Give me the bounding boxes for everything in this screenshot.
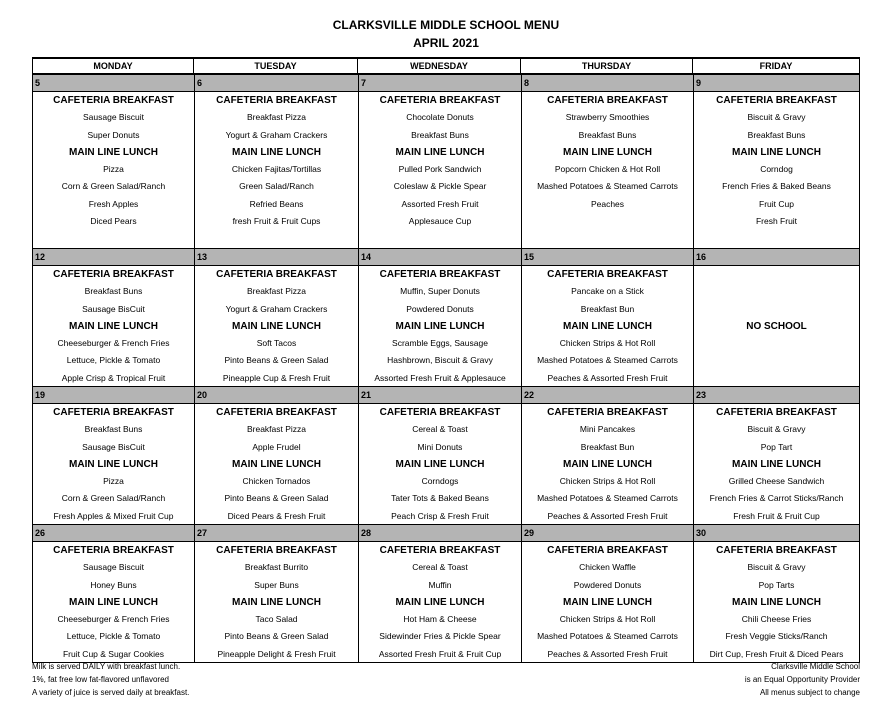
meal-heading: CAFETERIA BREAKFAST — [547, 95, 668, 106]
date-number: 22 — [522, 386, 693, 404]
menu-item: Mashed Potatoes & Steamed Carrots — [537, 493, 678, 504]
menu-item: Breakfast Pizza — [246, 424, 307, 435]
date-number: 23 — [694, 386, 859, 404]
week-row — [32, 74, 860, 248]
menu-items — [522, 542, 693, 663]
day-header-row — [32, 57, 860, 74]
date-number: 27 — [195, 524, 358, 542]
menu-item: Fresh Fruit — [755, 216, 798, 227]
menu-item: Apple Frudel — [252, 441, 301, 452]
meal-heading: CAFETERIA BREAKFAST — [53, 545, 174, 556]
menu-item: Chicken Waffle — [579, 562, 636, 573]
day-cell — [358, 386, 521, 524]
menu-item — [522, 213, 693, 230]
meal-heading: MAIN LINE LUNCH — [563, 596, 652, 608]
menu-item: Cheeseburger & French Fries — [57, 614, 170, 625]
menu-item: Muffin — [428, 579, 452, 590]
menu-item: Sausage BisCuit — [82, 441, 145, 452]
menu-item: Fruit Cup & Sugar Cookies — [62, 648, 165, 659]
menu-item: Pop Tarts — [758, 579, 795, 590]
menu-items — [33, 266, 194, 387]
menu-item: Chicken Strips & Hot Roll — [559, 476, 656, 487]
menu-item: Pizza — [103, 476, 124, 487]
menu-item: Sausage Biscuit — [83, 562, 144, 573]
meal-heading: MAIN LINE LUNCH — [69, 146, 158, 158]
menu-items — [33, 542, 194, 663]
menu-item: Lettuce, Pickle & Tomato — [66, 355, 161, 366]
day-cell — [194, 74, 358, 248]
meal-heading: MAIN LINE LUNCH — [732, 596, 821, 608]
meal-heading: CAFETERIA BREAKFAST — [716, 407, 837, 418]
day-cell — [194, 386, 358, 524]
date-number: 19 — [33, 386, 194, 404]
menu-item: Peaches — [590, 198, 625, 209]
menu-item: Pancake on a Stick — [571, 286, 644, 297]
menu-item: Fruit Cup — [759, 198, 794, 209]
menu-items — [195, 266, 358, 387]
menu-item: Refried Beans — [249, 198, 304, 209]
menu-item: Corndog — [760, 164, 793, 175]
menu-item: Biscuit & Gravy — [747, 424, 806, 435]
menu-item: Chicken Strips & Hot Roll — [559, 338, 656, 349]
menu-items — [522, 266, 693, 387]
menu-item: Powdered Donuts — [573, 579, 642, 590]
footer-note: Milk is served DAILY with breakfast lunch. — [32, 662, 181, 671]
menu-item: Assorted Fresh Fruit — [401, 198, 479, 209]
menu-item: Mashed Potatoes & Steamed Carrots — [537, 631, 678, 642]
menu-item: Breakfast Buns — [411, 129, 469, 140]
day-header: TUESDAY — [194, 57, 358, 74]
menu-items — [694, 404, 859, 525]
menu-item: Pulled Pork Sandwich — [398, 164, 482, 175]
menu-item: Mashed Potatoes & Steamed Carrots — [537, 355, 678, 366]
meal-heading: CAFETERIA BREAKFAST — [379, 407, 501, 418]
meal-heading: CAFETERIA BREAKFAST — [716, 545, 837, 556]
menu-item: Assorted Fresh Fruit & Fruit Cup — [378, 648, 502, 659]
menu-item: Chili Cheese Fries — [741, 614, 812, 625]
week-row — [32, 248, 860, 386]
menu-item: Super Buns — [254, 579, 299, 590]
menu-item: Cereal & Toast — [412, 562, 468, 573]
menu-items — [359, 92, 521, 230]
menu-item: French Fries & Carrot Sticks/Ranch — [709, 493, 844, 504]
meal-heading: CAFETERIA BREAKFAST — [216, 95, 337, 106]
menu-item: French Fries & Baked Beans — [722, 181, 831, 192]
menu-item: Pineapple Cup & Fresh Fruit — [222, 372, 331, 383]
menu-item: Mashed Potatoes & Steamed Carrots — [537, 181, 678, 192]
menu-items — [522, 92, 693, 230]
menu-item: Breakfast Bun — [580, 303, 635, 314]
date-number: 15 — [522, 248, 693, 266]
day-cell — [32, 386, 194, 524]
weeks-container — [32, 74, 860, 662]
menu-items — [33, 92, 194, 230]
menu-item: Mini Donuts — [417, 441, 463, 452]
meal-heading: CAFETERIA BREAKFAST — [379, 95, 501, 106]
footer-disclaimer — [745, 660, 860, 699]
meal-heading: MAIN LINE LUNCH — [563, 458, 652, 470]
menu-item: Pinto Beans & Green Salad — [224, 493, 329, 504]
menu-item: Corndogs — [421, 476, 459, 487]
menu-item: Muffin, Super Donuts — [400, 286, 480, 297]
day-cell — [521, 524, 693, 662]
footer-note: Clarksville Middle School — [771, 662, 860, 671]
menu-items — [195, 404, 358, 525]
menu-item: Grilled Cheese Sandwich — [728, 476, 825, 487]
day-cell — [358, 248, 521, 386]
menu-item: Chicken Strips & Hot Roll — [559, 614, 656, 625]
menu-item: Pineapple Delight & Fresh Fruit — [217, 648, 336, 659]
day-cell — [32, 74, 194, 248]
meal-heading: CAFETERIA BREAKFAST — [547, 269, 668, 280]
menu-item: Breakfast Burrito — [244, 562, 309, 573]
date-number: 13 — [195, 248, 358, 266]
menu-item: Chicken Fajitas/Tortillas — [231, 164, 322, 175]
meal-heading: CAFETERIA BREAKFAST — [216, 545, 337, 556]
menu-item: Biscuit & Gravy — [747, 112, 806, 123]
meal-heading: MAIN LINE LUNCH — [563, 320, 652, 332]
menu-items — [359, 266, 521, 387]
meal-heading: MAIN LINE LUNCH — [395, 596, 485, 608]
day-cell — [693, 524, 860, 662]
menu-item: Soft Tacos — [256, 338, 297, 349]
menu-item: Corn & Green Salad/Ranch — [61, 181, 166, 192]
meal-heading: MAIN LINE LUNCH — [732, 146, 821, 158]
meal-heading: CAFETERIA BREAKFAST — [547, 545, 668, 556]
menu-item: Breakfast Buns — [84, 286, 143, 297]
menu-item: Tater Tots & Baked Beans — [391, 493, 489, 504]
page-subtitle: APRIL 2021 — [413, 36, 479, 50]
menu-item: Dirt Cup, Fresh Fruit & Diced Pears — [709, 648, 844, 659]
date-number: 5 — [33, 74, 194, 92]
menu-item: Peach Crisp & Fresh Fruit — [391, 510, 489, 521]
menu-item: fresh Fruit & Fruit Cups — [232, 216, 321, 227]
footer-note: 1%, fat free low fat-flavored unflavored — [32, 675, 169, 684]
meal-heading: CAFETERIA BREAKFAST — [53, 95, 174, 106]
menu-items — [195, 92, 358, 230]
footer-note: is an Equal Opportunity Provider — [744, 675, 860, 684]
date-number: 29 — [522, 524, 693, 542]
menu-item: Apple Crisp & Tropical Fruit — [61, 372, 166, 383]
menu-items — [522, 404, 693, 525]
meal-heading: CAFETERIA BREAKFAST — [53, 407, 174, 418]
meal-heading: CAFETERIA BREAKFAST — [547, 407, 668, 418]
menu-item: Pinto Beans & Green Salad — [224, 355, 329, 366]
meal-heading: MAIN LINE LUNCH — [232, 596, 321, 608]
date-number: 7 — [359, 74, 521, 92]
day-cell — [693, 248, 860, 386]
menu-item: Chocolate Donuts — [406, 112, 474, 123]
menu-items — [359, 542, 521, 663]
menu-item: Corn & Green Salad/Ranch — [61, 493, 166, 504]
menu-item: Fresh Apples — [88, 198, 139, 209]
meal-heading: MAIN LINE LUNCH — [69, 458, 158, 470]
menu-item: Sausage Biscuit — [83, 112, 144, 123]
menu-item: Green Salad/Ranch — [239, 181, 314, 192]
menu-item: Cereal & Toast — [412, 424, 468, 435]
day-cell — [693, 74, 860, 248]
meal-heading: CAFETERIA BREAKFAST — [216, 407, 337, 418]
menu-item: Taco Salad — [255, 614, 298, 625]
menu-item: Sidewinder Fries & Pickle Spear — [379, 631, 501, 642]
menu-item: Sausage BisCuit — [82, 303, 145, 314]
menu-item: Breakfast Bun — [580, 441, 635, 452]
meal-heading: CAFETERIA BREAKFAST — [379, 269, 501, 280]
date-number: 30 — [694, 524, 859, 542]
day-cell — [194, 524, 358, 662]
meal-heading: MAIN LINE LUNCH — [69, 320, 158, 332]
date-number: 20 — [195, 386, 358, 404]
menu-item: Powdered Donuts — [406, 303, 474, 314]
menu-item: Lettuce, Pickle & Tomato — [66, 631, 161, 642]
menu-item: Peaches & Assorted Fresh Fruit — [547, 510, 668, 521]
menu-item: Biscuit & Gravy — [747, 562, 806, 573]
meal-heading: CAFETERIA BREAKFAST — [216, 269, 337, 280]
meal-heading: MAIN LINE LUNCH — [232, 458, 321, 470]
menu-item: Mini Pancakes — [579, 424, 636, 435]
menu-item: Honey Buns — [90, 579, 137, 590]
meal-heading: MAIN LINE LUNCH — [732, 458, 821, 470]
menu-item: Yogurt & Graham Crackers — [225, 303, 328, 314]
menu-items — [694, 542, 859, 663]
day-header: MONDAY — [32, 57, 194, 74]
meal-heading: MAIN LINE LUNCH — [563, 146, 652, 158]
footer-note: A variety of juice is served daily at breakfast. — [32, 688, 190, 697]
day-header: WEDNESDAY — [358, 57, 521, 74]
meal-heading: CAFETERIA BREAKFAST — [53, 269, 174, 280]
day-cell — [32, 524, 194, 662]
menu-item: Hashbrown, Biscuit & Gravy — [387, 355, 493, 366]
menu-item: Strawberry Smoothies — [565, 112, 650, 123]
menu-item: Peaches & Assorted Fresh Fruit — [547, 648, 668, 659]
menu-item: Pop Tart — [760, 441, 793, 452]
footer-note: All menus subject to change — [759, 688, 860, 697]
menu-items — [195, 542, 358, 663]
day-cell — [194, 248, 358, 386]
day-cell — [693, 386, 860, 524]
menu-item: Fresh Apples & Mixed Fruit Cup — [53, 510, 174, 521]
menu-item: Breakfast Pizza — [246, 112, 307, 123]
menu-items — [694, 92, 859, 230]
day-header: THURSDAY — [521, 57, 693, 74]
menu-item: Applesauce Cup — [408, 216, 472, 227]
menu-item: Breakfast Pizza — [246, 286, 307, 297]
menu-item: Diced Pears & Fresh Fruit — [227, 510, 326, 521]
page-title: CLARKSVILLE MIDDLE SCHOOL MENU — [332, 18, 560, 32]
menu-item: Fresh Fruit & Fruit Cup — [733, 510, 820, 521]
menu-item: Scramble Eggs, Sausage — [392, 338, 488, 349]
menu-item: Assorted Fresh Fruit & Applesauce — [374, 372, 506, 383]
day-header: FRIDAY — [693, 57, 860, 74]
week-row — [32, 386, 860, 524]
menu-item: Breakfast Buns — [578, 129, 637, 140]
menu-items — [33, 404, 194, 525]
meal-heading: MAIN LINE LUNCH — [232, 146, 321, 158]
menu-item: Yogurt & Graham Crackers — [225, 129, 328, 140]
date-number: 8 — [522, 74, 693, 92]
meal-heading: MAIN LINE LUNCH — [232, 320, 321, 332]
menu-item: Popcorn Chicken & Hot Roll — [554, 164, 661, 175]
date-number: 28 — [359, 524, 521, 542]
menu-item: Super Donuts — [87, 129, 140, 140]
meal-heading: CAFETERIA BREAKFAST — [379, 545, 501, 556]
menu-item: Breakfast Buns — [84, 424, 143, 435]
day-cell — [32, 248, 194, 386]
date-number: 14 — [359, 248, 521, 266]
footer-notes — [32, 660, 189, 699]
date-number: 26 — [33, 524, 194, 542]
date-number: 12 — [33, 248, 194, 266]
day-cell — [521, 386, 693, 524]
menu-calendar — [32, 57, 860, 663]
day-cell — [521, 248, 693, 386]
meal-heading: MAIN LINE LUNCH — [395, 458, 485, 470]
week-row — [32, 524, 860, 662]
menu-item: Pizza — [103, 164, 124, 175]
date-number: 21 — [359, 386, 521, 404]
menu-item: Hot Ham & Cheese — [403, 614, 477, 625]
menu-item: Fresh Veggie Sticks/Ranch — [725, 631, 828, 642]
meal-heading: MAIN LINE LUNCH — [69, 596, 158, 608]
menu-item: Peaches & Assorted Fresh Fruit — [547, 372, 668, 383]
day-cell — [358, 74, 521, 248]
date-number: 9 — [694, 74, 859, 92]
date-number: 6 — [195, 74, 358, 92]
menu-items — [359, 404, 521, 525]
menu-item: Breakfast Buns — [747, 129, 806, 140]
day-cell — [358, 524, 521, 662]
date-number: 16 — [694, 248, 859, 266]
menu-item: Diced Pears — [90, 216, 137, 227]
meal-heading: MAIN LINE LUNCH — [395, 146, 485, 158]
meal-heading: CAFETERIA BREAKFAST — [716, 95, 837, 106]
meal-heading: MAIN LINE LUNCH — [395, 320, 485, 332]
day-cell — [521, 74, 693, 248]
menu-item: Cheeseburger & French Fries — [57, 338, 170, 349]
menu-item: Coleslaw & Pickle Spear — [393, 181, 487, 192]
menu-item: Pinto Beans & Green Salad — [224, 631, 329, 642]
no-school-label: NO SCHOOL — [746, 320, 807, 332]
menu-item: Chicken Tornados — [242, 476, 311, 487]
